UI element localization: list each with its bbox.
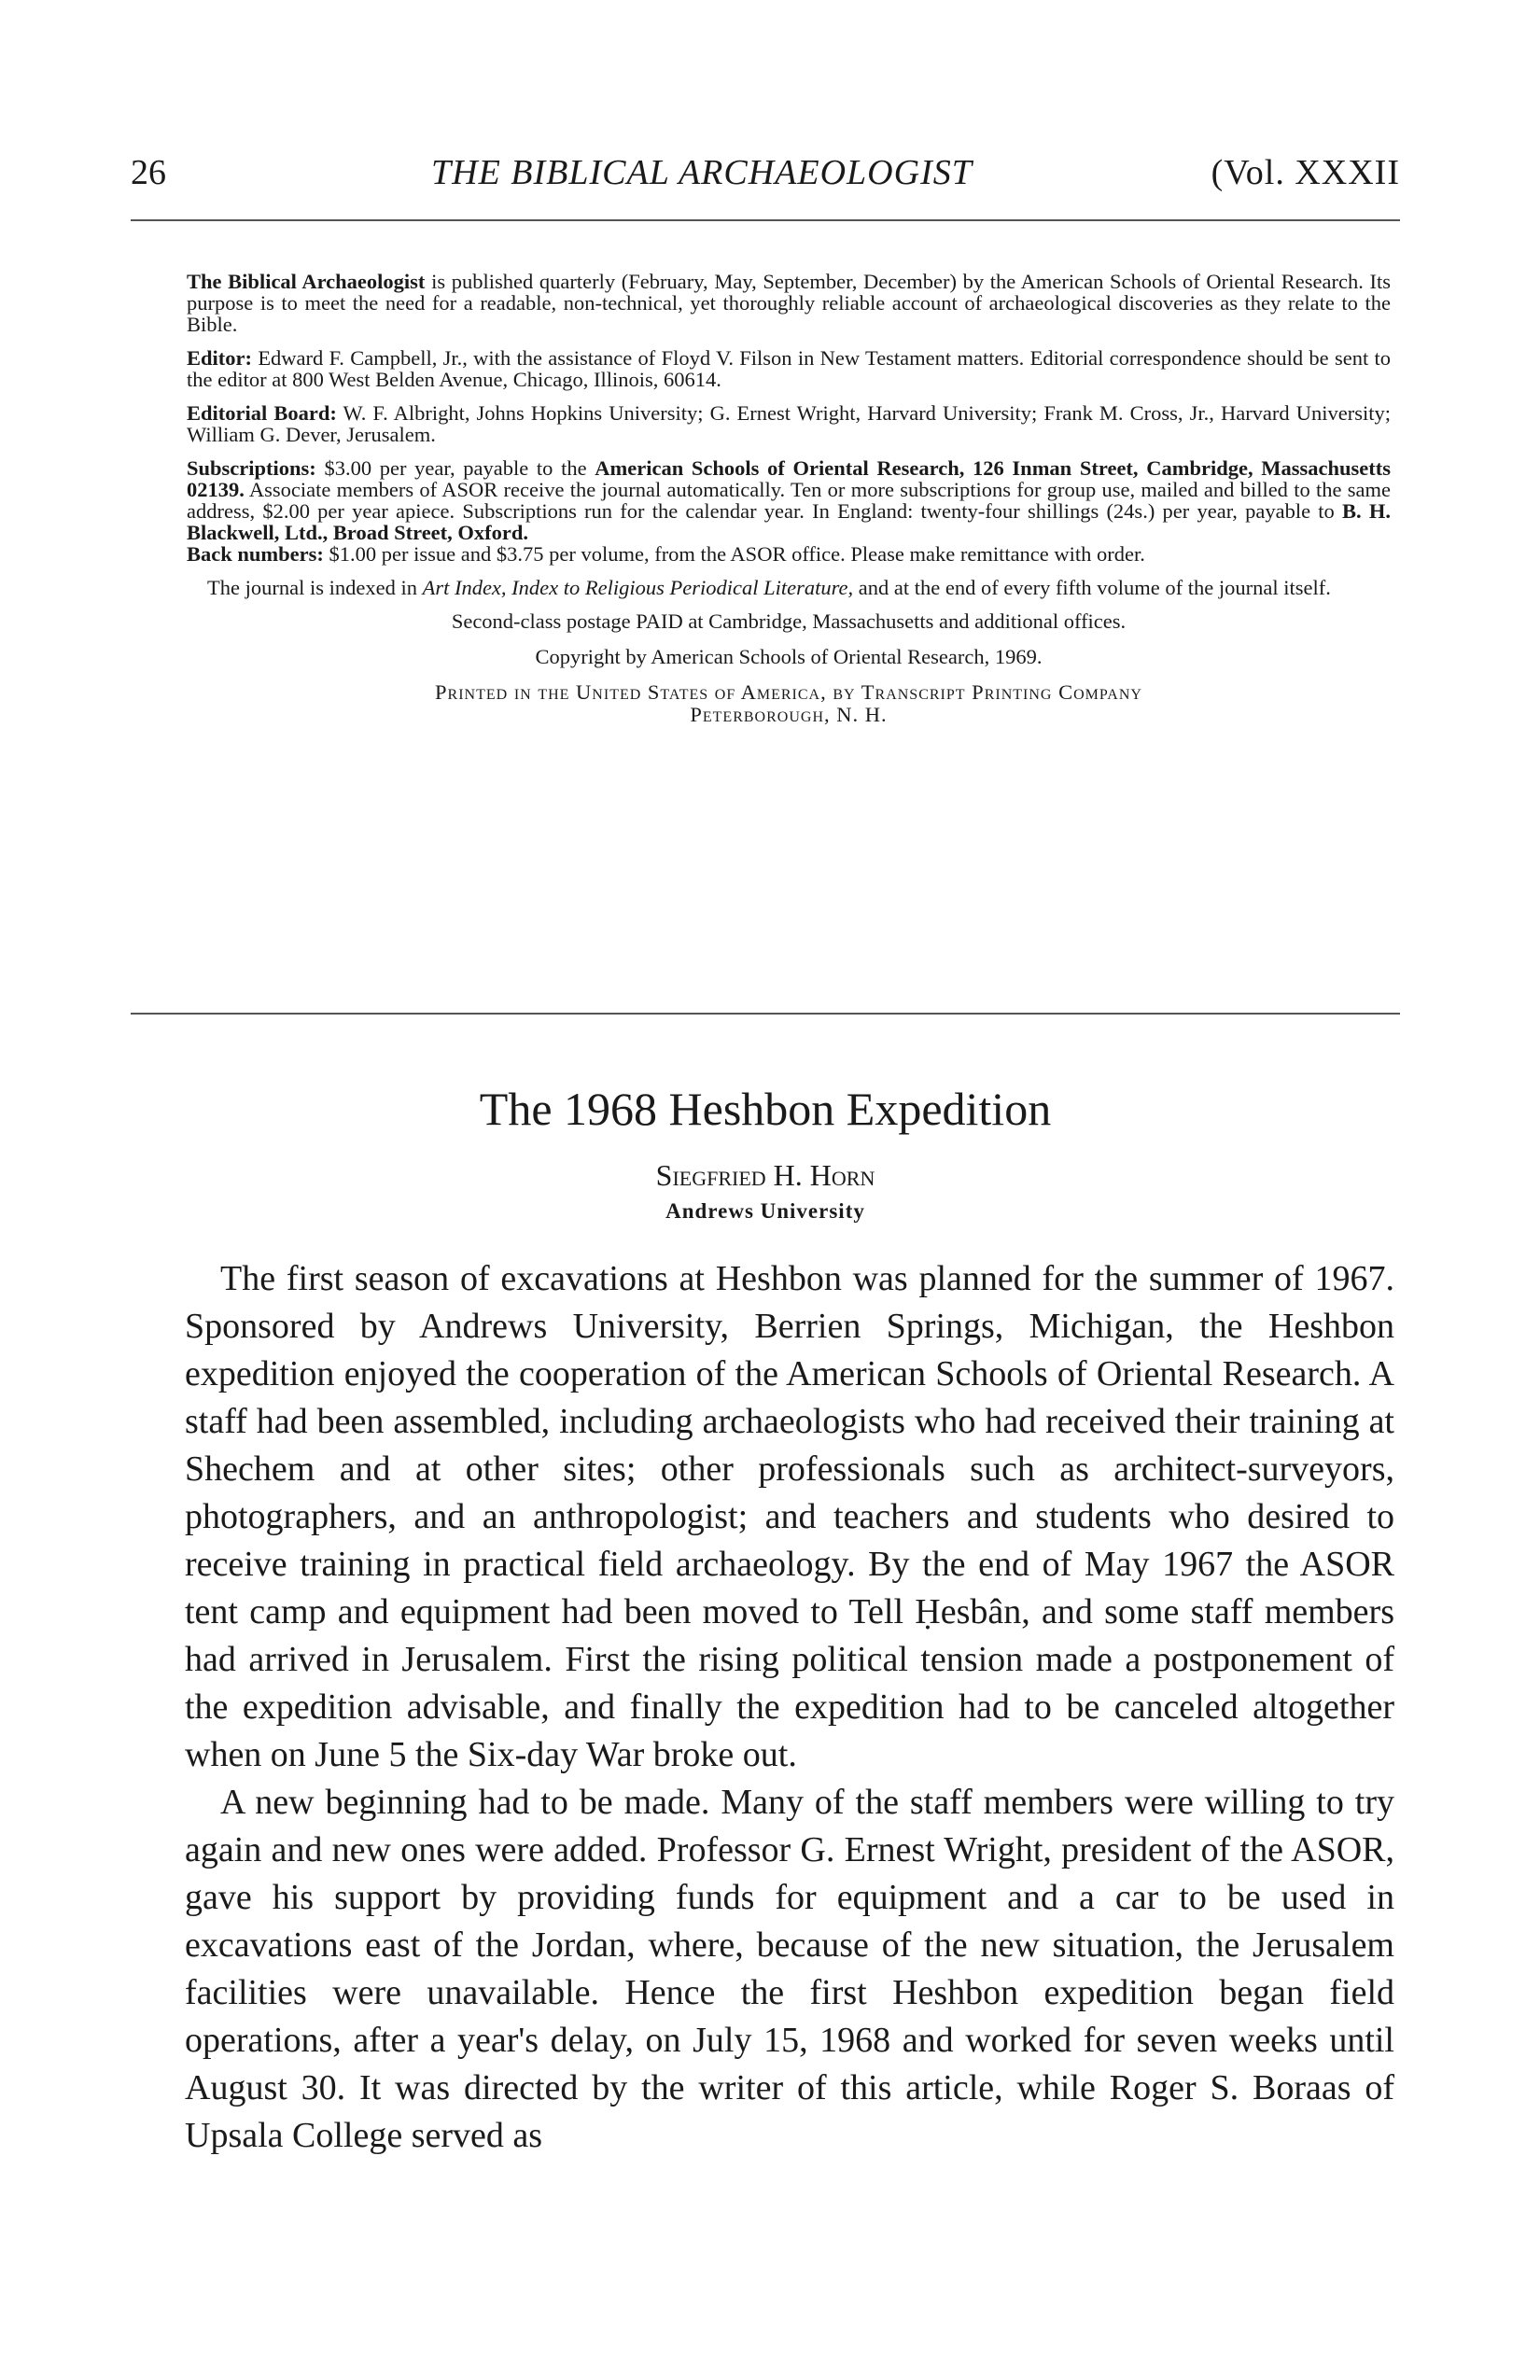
board-text: W. F. Albright, Johns Hopkins University; G. Ernest Wright, Harvard University; Frank M. Cross, Jr., Harvard University; William G. Dever, Jerusalem. xyxy=(187,401,1391,446)
printer-line-2: Peterborough, N. H. xyxy=(690,703,888,726)
index-titles: Art Index, Index to Religious Periodical Literature, xyxy=(422,576,854,599)
journal-title: THE BIBLICAL ARCHAEOLOGIST xyxy=(431,153,973,192)
author-affiliation: Andrews University xyxy=(665,1199,865,1223)
printer-notice xyxy=(187,681,1391,726)
masthead-board xyxy=(187,402,1391,445)
masthead xyxy=(187,271,1391,740)
masthead-subscriptions xyxy=(187,457,1391,565)
subs-text-1: $3.00 per year, payable to the xyxy=(324,456,587,480)
editor-lead: Editor: xyxy=(187,346,252,370)
index-text-1: The journal is indexed in xyxy=(207,576,417,599)
article-body xyxy=(185,1255,1394,2160)
body-paragraph-1: The first season of excavations at Heshbon was planned for the summer of 1967. Sponsored by Andrews University, Berrien Springs, Michigan, the Heshbon expedition enjoyed the cooperation of the American Schools of Oriental Research. A staff had been assembled, including archaeologists who had received their training at Shechem and at other sites; other professionals such as architect-surveyors, photographers, and an anthropologist; and teachers and students who desired to receive training in practical field archaeology. By the end of May 1967 the ASOR tent camp and equipment had been moved to Tell Ḥesbân, and some staff members had arrived in Jerusalem. First the rising political tension made a postponement of the expedition advisable, and finally the expedition had to be canceled altogether when on June 5 the Six-day War broke out. xyxy=(185,1259,1394,1774)
editor-text: Edward F. Campbell, Jr., with the assistance of Floyd V. Filson in New Testament matters. Editorial correspondence should be sent to the editor at 800 West Belden Avenue, Chicago, Illinois, 60614. xyxy=(187,346,1391,391)
about-lead: The Biblical Archaeologist xyxy=(187,270,426,293)
subs-lead: Subscriptions: xyxy=(187,456,316,480)
masthead-editor xyxy=(187,347,1391,390)
subs-address: American Schools of Oriental Research, 126 Inman Street, Cambridge, Massachusetts 02139. xyxy=(187,456,1391,501)
about-text: is published quarterly (February, May, September, December) by the American Schools of Oriental Research. Its purpose is to meet the need for a readable, non-technical, yet thoroughly reliable account of archaeological discoveries as they relate to the Bible. xyxy=(187,270,1391,336)
article-title: The 1968 Heshbon Expedition xyxy=(479,1083,1052,1135)
printer-line-1: Printed in the United States of America, by Transcript Printing Company xyxy=(435,680,1142,704)
subs-text-2: Associate members of ASOR receive the journal automatically. Ten or more subscriptions for group use, mailed and billed to the same address, $2.00 per year apiece. Subscriptions run for the calendar year. In England: twenty-four shillings (24s.) per year, payable to xyxy=(187,478,1391,523)
header-rule xyxy=(131,219,1400,221)
index-text-2: and at the end of every fifth volume of the journal itself. xyxy=(858,576,1331,599)
subs-england-address: B. H. Blackwell, Ltd., Broad Street, Oxford. xyxy=(187,499,1392,544)
article-author: Siegfried H. Horn xyxy=(655,1158,875,1192)
body-paragraph-2: A new beginning had to be made. Many of the staff members were willing to try again and new ones were added. Professor G. Ernest Wright, president of the ASOR, gave his support by providing funds for equipment and a car to be used in excavations east of the Jordan, where, because of the new situation, the Jerusalem facilities were unavailable. Hence the first Heshbon expedition began field operations, after a year's delay, on July 15, 1968 and worked for seven weeks until August 30. It was directed by the writer of this article, while Roger S. Boraas of Upsala College served as xyxy=(185,1783,1394,2155)
copyright-notice: Copyright by American Schools of Oriental Research, 1969. xyxy=(535,645,1043,668)
section-rule xyxy=(131,1013,1400,1015)
volume-label: (Vol. XXXII xyxy=(1211,153,1400,192)
postage-notice: Second-class postage PAID at Cambridge, Massachusetts and additional offices. xyxy=(451,609,1127,633)
masthead-about xyxy=(187,271,1391,335)
back-lead: Back numbers: xyxy=(187,542,324,566)
page-number: 26 xyxy=(131,153,166,192)
board-lead: Editorial Board: xyxy=(187,401,337,425)
masthead-index xyxy=(187,577,1391,598)
back-text: $1.00 per issue and $3.75 per volume, from the ASOR office. Please make remittance with order. xyxy=(329,542,1145,566)
running-header xyxy=(131,149,1400,196)
